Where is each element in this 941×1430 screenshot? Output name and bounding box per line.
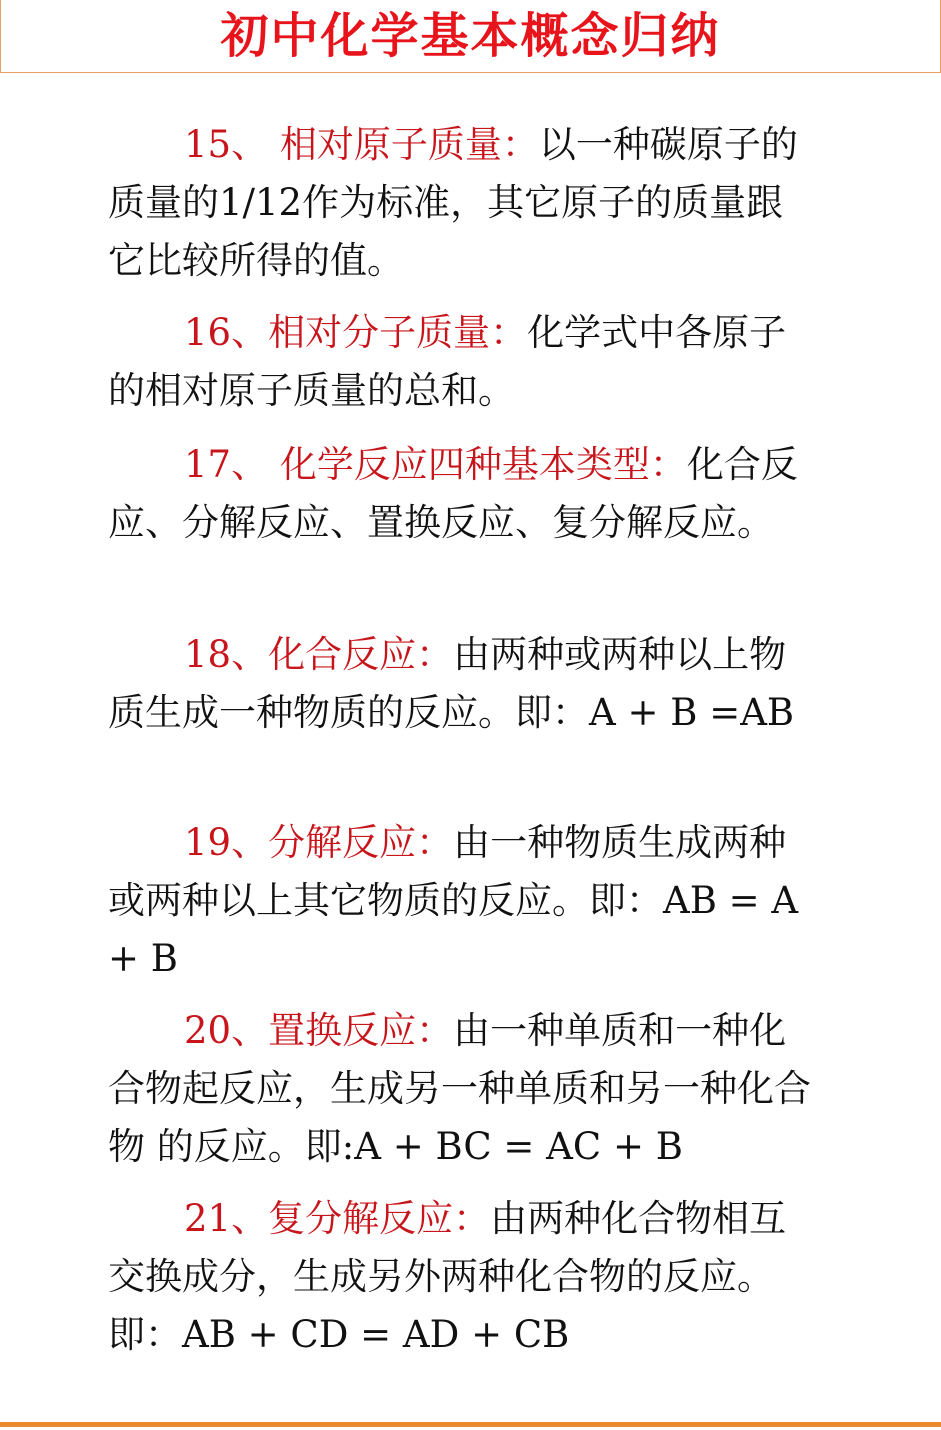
- bottom-divider: [0, 1422, 941, 1427]
- entry-definition: 由一种单质和一种化合物起反应，生成另一种单质和另一种化合物 的反应。即:A + BC = AC + B: [108, 1009, 811, 1168]
- entry-term: 化合反应：: [268, 633, 454, 676]
- entry-20: [108, 1002, 818, 1176]
- entry-term: 分解反应：: [268, 821, 454, 864]
- entry-number: 16、: [184, 311, 269, 354]
- entry-definition: 由一种物质生成两种或两种以上其它物质的反应。即：AB = A + B: [108, 821, 799, 980]
- entry-term: 化学反应四种基本类型：: [279, 443, 687, 486]
- entry-number: 19、: [184, 821, 269, 864]
- entry-number: 21、: [184, 1197, 269, 1240]
- entry-number: 20、: [184, 1009, 269, 1052]
- entry-21: [108, 1190, 818, 1364]
- entry-term: 相对分子质量：: [268, 311, 528, 354]
- entry-definition: 以一种碳原子的质量的1/12作为标准，其它原子的质量跟它比较所得的值。: [108, 123, 798, 282]
- entry-definition: 化合反应、分解反应、置换反应、复分解反应。: [108, 443, 798, 544]
- entry-number: 15、: [184, 123, 280, 166]
- entry-definition: 由两种化合物相互交换成分，生成另外两种化合物的反应。即：AB + CD = AD + CB: [108, 1197, 787, 1356]
- entry-number: 18、: [184, 633, 269, 676]
- title-bar: [0, 0, 941, 73]
- entry-number: 17、: [184, 443, 280, 486]
- entry-17: [108, 436, 818, 552]
- entry-16: [108, 304, 818, 420]
- entry-term: 置换反应：: [268, 1009, 454, 1052]
- entry-definition: 化学式中各原子的相对原子质量的总和。: [108, 311, 787, 412]
- entry-term: 相对原子质量：: [279, 123, 539, 166]
- entry-18: [108, 626, 818, 742]
- entry-15: [108, 116, 818, 290]
- page-title: 初中化学基本概念归纳: [220, 8, 721, 64]
- entry-term: 复分解反应：: [268, 1197, 491, 1240]
- entry-definition: 由两种或两种以上物质生成一种物质的反应。即：A + B =AB: [108, 633, 795, 734]
- entry-19: [108, 814, 818, 988]
